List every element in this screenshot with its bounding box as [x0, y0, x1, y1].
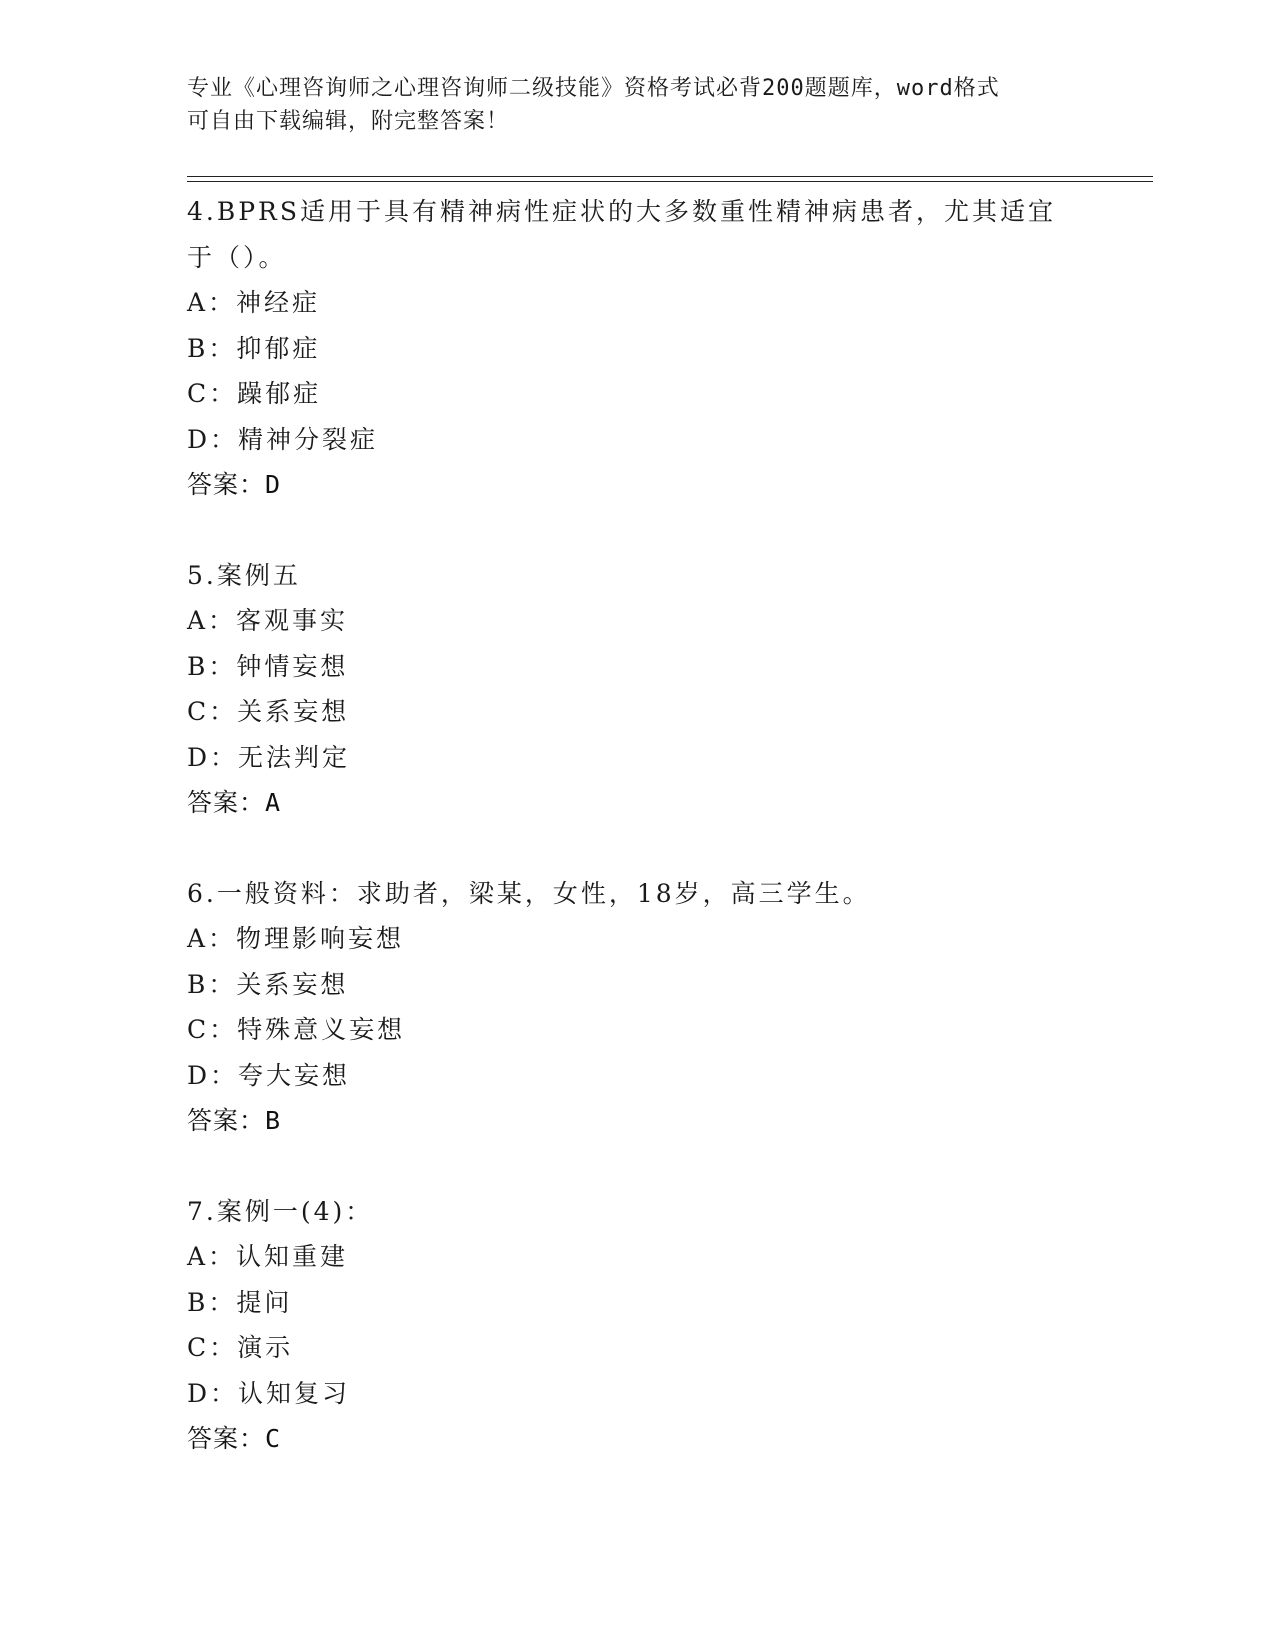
option-b: B：钟情妄想: [187, 651, 349, 681]
question-7: [187, 1188, 1087, 1462]
question-spacer: [187, 826, 1087, 870]
header-line-1: 专业《心理咨询师之心理咨询师二级技能》资格考试必背200题题库，word格式: [187, 76, 1000, 101]
header-divider-bottom: [187, 181, 1153, 182]
question-spacer: [187, 1144, 1087, 1188]
option-a: A：物理影响妄想: [187, 924, 405, 953]
answer-line: 答案：B: [187, 1106, 282, 1135]
question-stem: 4.BPRS适用于具有精神病性症状的大多数重性精神病患者，尤其适宜: [187, 197, 1056, 226]
option-c: C：躁郁症: [187, 379, 322, 408]
answer-line: 答案：D: [187, 470, 282, 499]
option-d: D：精神分裂症: [187, 424, 379, 454]
answer-line: 答案：A: [187, 788, 282, 817]
document-header: [187, 72, 1067, 138]
option-a: A：认知重建: [187, 1242, 349, 1271]
question-stem: 6.一般资料：求助者，梁某，女性，18岁，高三学生。: [187, 879, 871, 908]
question-6: [187, 870, 1087, 1144]
option-a: A：客观事实: [187, 606, 349, 635]
question-stem: 5.案例五: [187, 561, 301, 590]
option-c: C：关系妄想: [187, 697, 350, 726]
option-c: C：特殊意义妄想: [187, 1015, 406, 1044]
question-stem: 7.案例一(4)：: [187, 1197, 374, 1226]
option-c: C：演示: [187, 1333, 294, 1362]
option-d: D：无法判定: [187, 742, 351, 772]
option-d: D：夸大妄想: [187, 1060, 351, 1090]
option-d: D：认知复习: [187, 1378, 351, 1408]
option-b: B：抑郁症: [187, 333, 321, 363]
header-line-2: 可自由下载编辑，附完整答案！: [187, 109, 510, 134]
option-a: A：神经症: [187, 288, 321, 317]
question-spacer: [187, 508, 1087, 552]
option-b: B：关系妄想: [187, 969, 349, 999]
question-4: [187, 188, 1087, 508]
question-list: [187, 188, 1087, 1462]
answer-line: 答案：C: [187, 1424, 282, 1453]
option-b: B：提问: [187, 1287, 293, 1317]
question-stem-continued: 于（）。: [187, 243, 287, 272]
header-divider-top: [187, 176, 1153, 177]
question-5: [187, 552, 1087, 826]
